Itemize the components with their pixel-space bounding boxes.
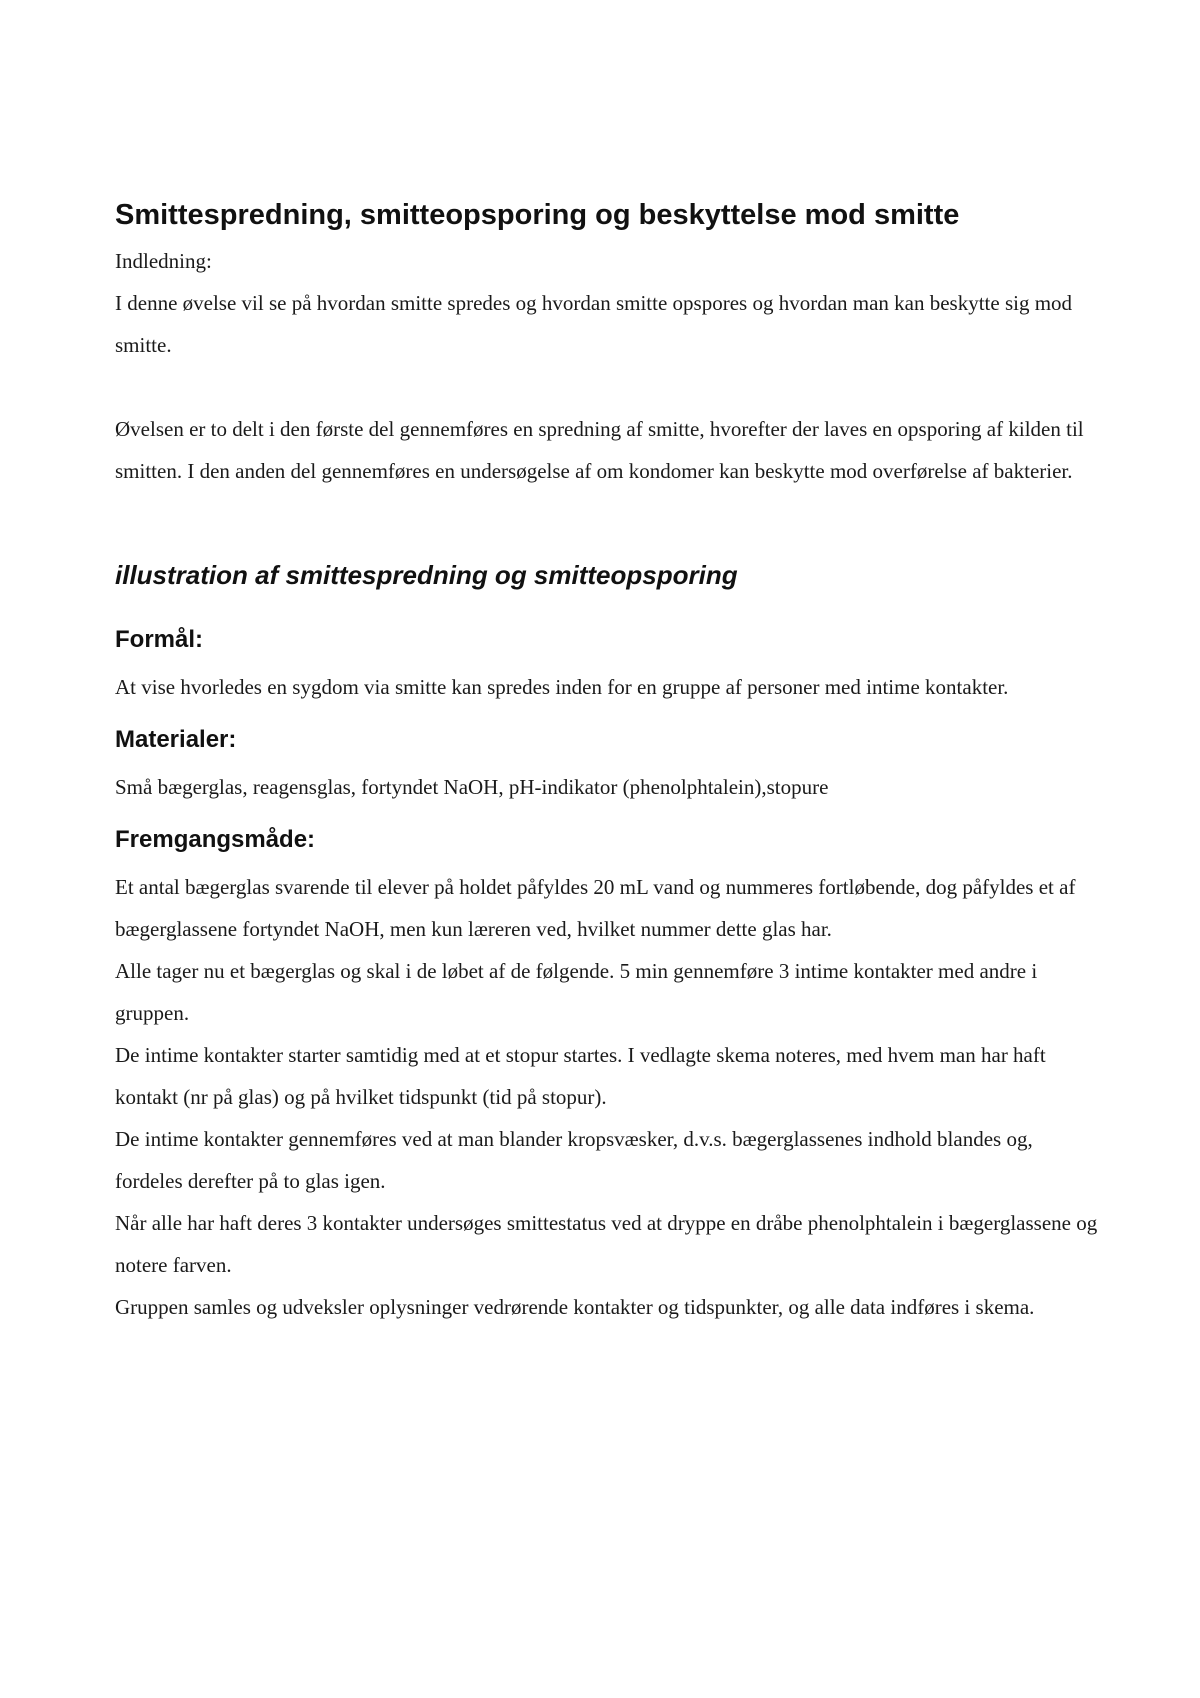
procedure-paragraph: Gruppen samles og udveksler oplysninger vedrørende kontakter og tidspunkter, og alle data indføres i skema. [115, 1295, 1035, 1319]
materials-text: Små bægerglas, reagensglas, fortyndet NaOH, pH-indikator (phenolphtalein),stopure [115, 775, 829, 799]
section-heading: illustration af smittespredning og smitteopsporing [115, 560, 738, 590]
materials-heading: Materialer: [115, 726, 237, 753]
procedure-paragraph: Et antal bægerglas svarende til elever på holdet påfyldes 20 mL vand og nummeres fortløbende, dog påfyldes et af bægerglassene fortyndet NaOH, men kun læreren ved, hvilket nummer dette glas har. [115, 875, 1076, 941]
document-content [115, 196, 1100, 1328]
procedure-paragraph: Når alle har haft deres 3 kontakter undersøges smittestatus ved at dryppe en dråbe phenolphtalein i bægerglassene og notere farven. [115, 1211, 1098, 1277]
intro-paragraph: Øvelsen er to delt i den første del gennemføres en spredning af smitte, hvorefter der laves en opsporing af kilden til smitten. I den anden del gennemføres en undersøgelse af om kondomer kan beskytte mod overførelse af bakterier. [115, 417, 1084, 483]
procedure-paragraph: De intime kontakter gennemføres ved at man blander kropsvæsker, d.v.s. bægerglassenes indhold blandes og, fordeles derefter på to glas igen. [115, 1127, 1033, 1193]
intro-paragraph: I denne øvelse vil se på hvordan smitte spredes og hvordan smitte opspores og hvordan man kan beskytte sig mod smitte. [115, 291, 1073, 357]
document-title: Smittespredning, smitteopsporing og beskyttelse mod smitte [115, 199, 960, 231]
procedure-paragraph: De intime kontakter starter samtidig med at et stopur startes. I vedlagte skema noteres, med hvem man har haft kontakt (nr på glas) og på hvilket tidspunkt (tid på stopur). [115, 1043, 1046, 1109]
paragraph-spacer [115, 366, 1100, 408]
intro-label: Indledning: [115, 249, 212, 273]
procedure-paragraph: Alle tager nu et bægerglas og skal i de løbet af de følgende. 5 min gennemføre 3 intime kontakter med andre i gruppen. [115, 959, 1038, 1025]
purpose-heading: Formål: [115, 626, 204, 653]
procedure-heading: Fremgangsmåde: [115, 826, 316, 853]
purpose-text: At vise hvorledes en sygdom via smitte kan spredes inden for en gruppe af personer med intime kontakter. [115, 675, 1009, 699]
